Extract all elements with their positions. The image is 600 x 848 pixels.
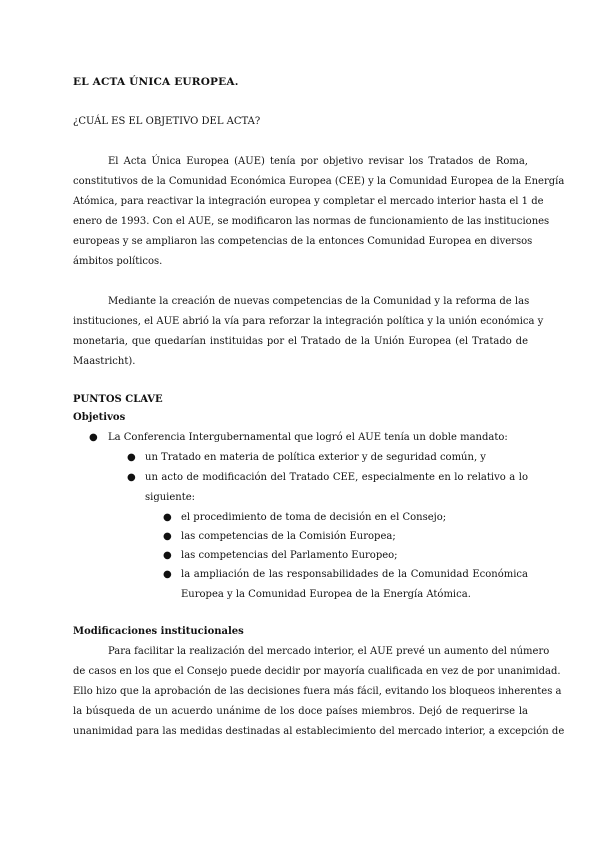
bullet-item: el procedimiento de toma de decisión en el Consejo; (181, 512, 447, 523)
paragraph-line: la búsqueda de un acuerdo unánime de los doce países miembros. Dejó de requerirse la (73, 706, 528, 717)
bullet-dot: ● (163, 531, 172, 542)
subsection-heading-institutional: Modificaciones institucionales (73, 626, 244, 637)
section-heading-key-points: PUNTOS CLAVE (73, 394, 163, 405)
document-title: EL ACTA ÚNICA EUROPEA. (73, 76, 239, 88)
bullet-dot: ● (163, 550, 172, 561)
bullet-dot: ● (163, 512, 172, 523)
paragraph-line: instituciones, el AUE abrió la vía para reforzar la integración política y la unión económica y (73, 316, 544, 327)
bullet-dot: ● (127, 452, 136, 463)
question-heading: ¿CUÁL ES EL OBJETIVO DEL ACTA? (73, 116, 261, 127)
paragraph-line: ámbitos políticos. (73, 256, 163, 267)
bullet-item: las competencias del Parlamento Europeo; (181, 550, 398, 561)
paragraph-line: de casos en los que el Consejo puede decidir por mayoría cualificada en vez de por unanimidad. (73, 666, 561, 677)
bullet-item-continuation: Europea y la Comunidad Europea de la Energía Atómica. (181, 589, 471, 600)
paragraph-line: Ello hizo que la aprobación de las decisiones fuera más fácil, evitando los bloqueos inherentes a (73, 686, 562, 697)
paragraph-line: Para facilitar la realización del mercado interior, el AUE prevé un aumento del número (108, 646, 550, 657)
bullet-item: la ampliación de las responsabilidades de la Comunidad Económica (181, 569, 528, 580)
bullet-item: un acto de modificación del Tratado CEE, especialmente en lo relativo a lo (145, 472, 528, 483)
paragraph-line: Maastricht). (73, 356, 136, 367)
bullet-dot: ● (127, 472, 136, 483)
bullet-item-continuation: siguiente: (145, 492, 196, 503)
paragraph-line: unanimidad para las medidas destinadas al establecimiento del mercado interior, a excepción de (73, 726, 565, 737)
paragraph-line: constitutivos de la Comunidad Económica Europea (CEE) y la Comunidad Europea de la Energía (73, 176, 565, 187)
paragraph-line: Atómica, para reactivar la integración europea y completar el mercado interior hasta el 1 de (73, 196, 544, 207)
paragraph-line: europeas y se ampliaron las competencias de la entonces Comunidad Europea en diversos (73, 236, 533, 247)
bullet-item: las competencias de la Comisión Europea; (181, 531, 396, 542)
paragraph-line: El Acta Única Europea (AUE) tenía por objetivo revisar los Tratados de Roma, (108, 156, 528, 167)
bullet-dot: ● (163, 569, 172, 580)
paragraph-line: enero de 1993. Con el AUE, se modificaron las normas de funcionamiento de las instituciones (73, 216, 550, 227)
bullet-dot: ● (89, 432, 98, 443)
paragraph-line: monetaria, que quedarían instituidas por el Tratado de la Unión Europea (el Tratado de (73, 336, 528, 347)
subsection-heading-objectives: Objetivos (73, 412, 126, 423)
bullet-item: La Conferencia Intergubernamental que logró el AUE tenía un doble mandato: (108, 432, 508, 443)
bullet-item: un Tratado en materia de política exterior y de seguridad común, y (145, 452, 486, 463)
paragraph-line: Mediante la creación de nuevas competencias de la Comunidad y la reforma de las (108, 296, 530, 307)
